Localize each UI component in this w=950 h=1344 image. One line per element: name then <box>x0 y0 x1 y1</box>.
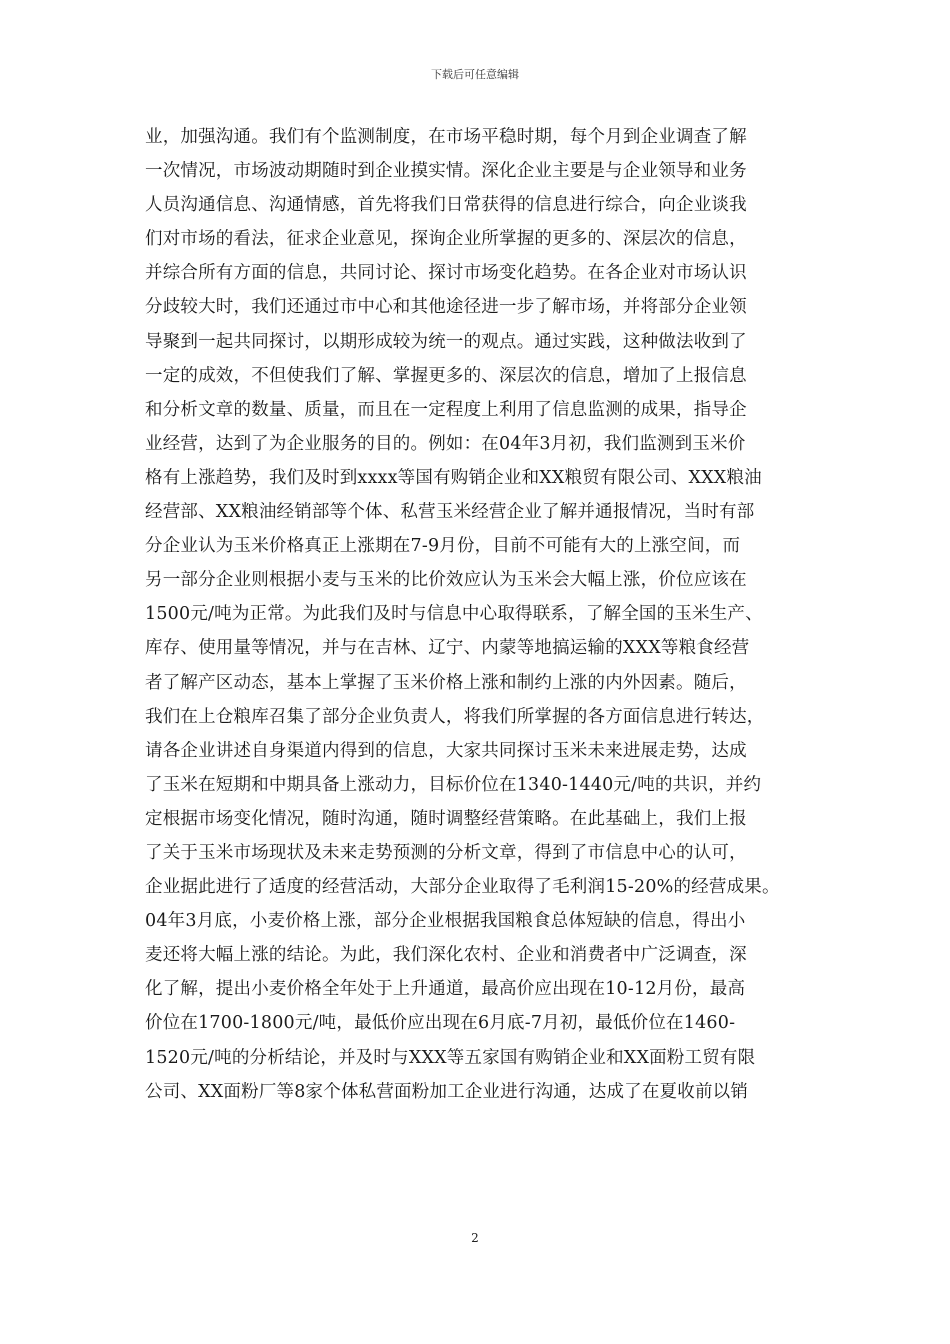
body-line: 分歧较大时，我们还通过市中心和其他途径进一步了解市场，并将部分企业领 <box>145 297 747 318</box>
document-body <box>145 120 807 1109</box>
body-line: 业经营，达到了为企业服务的目的。例如：在04年3月初，我们监测到玉米价 <box>145 433 746 454</box>
page-header: 下载后可任意编辑 <box>431 68 519 81</box>
body-line: 者了解产区动态，基本上掌握了玉米价格上涨和制约上涨的内外因素。随后， <box>145 672 747 693</box>
body-line: 企业据此进行了适度的经营活动，大部分企业取得了毛利润15-20%的经营成果。 <box>145 877 780 898</box>
body-line: 我们在上仓粮库召集了部分企业负责人，将我们所掌握的各方面信息进行转达， <box>145 706 765 727</box>
body-line: 了玉米在短期和中期具备上涨动力，目标价位在1340-1440元/吨的共识，并约 <box>145 774 762 795</box>
body-line: 化了解，提出小麦价格全年处于上升通道，最高价应出现在10-12月份，最高 <box>145 979 746 1000</box>
body-line: 麦还将大幅上涨的结论。为此，我们深化农村、企业和消费者中广泛调查，深 <box>145 945 747 966</box>
body-line: 人员沟通信息、沟通情感，首先将我们日常获得的信息进行综合，向企业谈我 <box>145 195 747 216</box>
body-line: 格有上涨趋势，我们及时到xxxx等国有购销企业和XX粮贸有限公司、XXX粮油 <box>145 467 762 488</box>
body-line: 1500元/吨为正常。为此我们及时与信息中心取得联系，了解全国的玉米生产、 <box>145 604 763 625</box>
body-line: 业，加强沟通。我们有个监测制度，在市场平稳时期，每个月到企业调查了解 <box>145 127 747 147</box>
body-line: 04年3月底，小麦价格上涨，部分企业根据我国粮食总体短缺的信息，得出小 <box>145 911 746 932</box>
body-line: 并综合所有方面的信息，共同讨论、探讨市场变化趋势。在各企业对市场认识 <box>145 263 747 284</box>
page-number: 2 <box>471 1231 479 1245</box>
body-line: 导聚到一起共同探讨，以期形成较为统一的观点。通过实践，这种做法收到了 <box>145 331 747 352</box>
body-line: 请各企业讲述自身渠道内得到的信息，大家共同探讨玉米未来进展走势，达成 <box>145 740 747 761</box>
body-line: 了关于玉米市场现状及未来走势预测的分析文章，得到了市信息中心的认可， <box>145 842 747 863</box>
body-line: 价位在1700-1800元/吨，最低价应出现在6月底-7月初，最低价位在1460- <box>145 1013 736 1034</box>
body-line: 们对市场的看法，征求企业意见，探询企业所掌握的更多的、深层次的信息， <box>145 229 747 250</box>
body-line: 公司、XX面粉厂等8家个体私营面粉加工企业进行沟通，达成了在夏收前以销 <box>145 1081 749 1102</box>
body-line: 1520元/吨的分析结论，并及时与XXX等五家国有购销企业和XX面粉工贸有限 <box>145 1047 756 1068</box>
body-line: 一次情况，市场波动期随时到企业摸实情。深化企业主要是与企业领导和业务 <box>145 161 747 182</box>
body-line: 定根据市场变化情况，随时沟通，随时调整经营策略。在此基础上，我们上报 <box>145 808 747 829</box>
body-line: 一定的成效，不但使我们了解、掌握更多的、深层次的信息，增加了上报信息 <box>145 365 747 386</box>
body-line: 分企业认为玉米价格真正上涨期在7-9月份，目前不可能有大的上涨空间，而 <box>145 536 741 557</box>
body-line: 库存、使用量等情况，并与在吉林、辽宁、内蒙等地搞运输的XXX等粮食经营 <box>145 638 750 659</box>
body-line: 和分析文章的数量、质量，而且在一定程度上利用了信息监测的成果，指导企 <box>145 399 747 420</box>
body-line: 另一部分企业则根据小麦与玉米的比价效应认为玉米会大幅上涨，价位应该在 <box>145 570 747 591</box>
body-line: 经营部、XX粮油经销部等个体、私营玉米经营企业了解并通报情况，当时有部 <box>145 502 755 523</box>
